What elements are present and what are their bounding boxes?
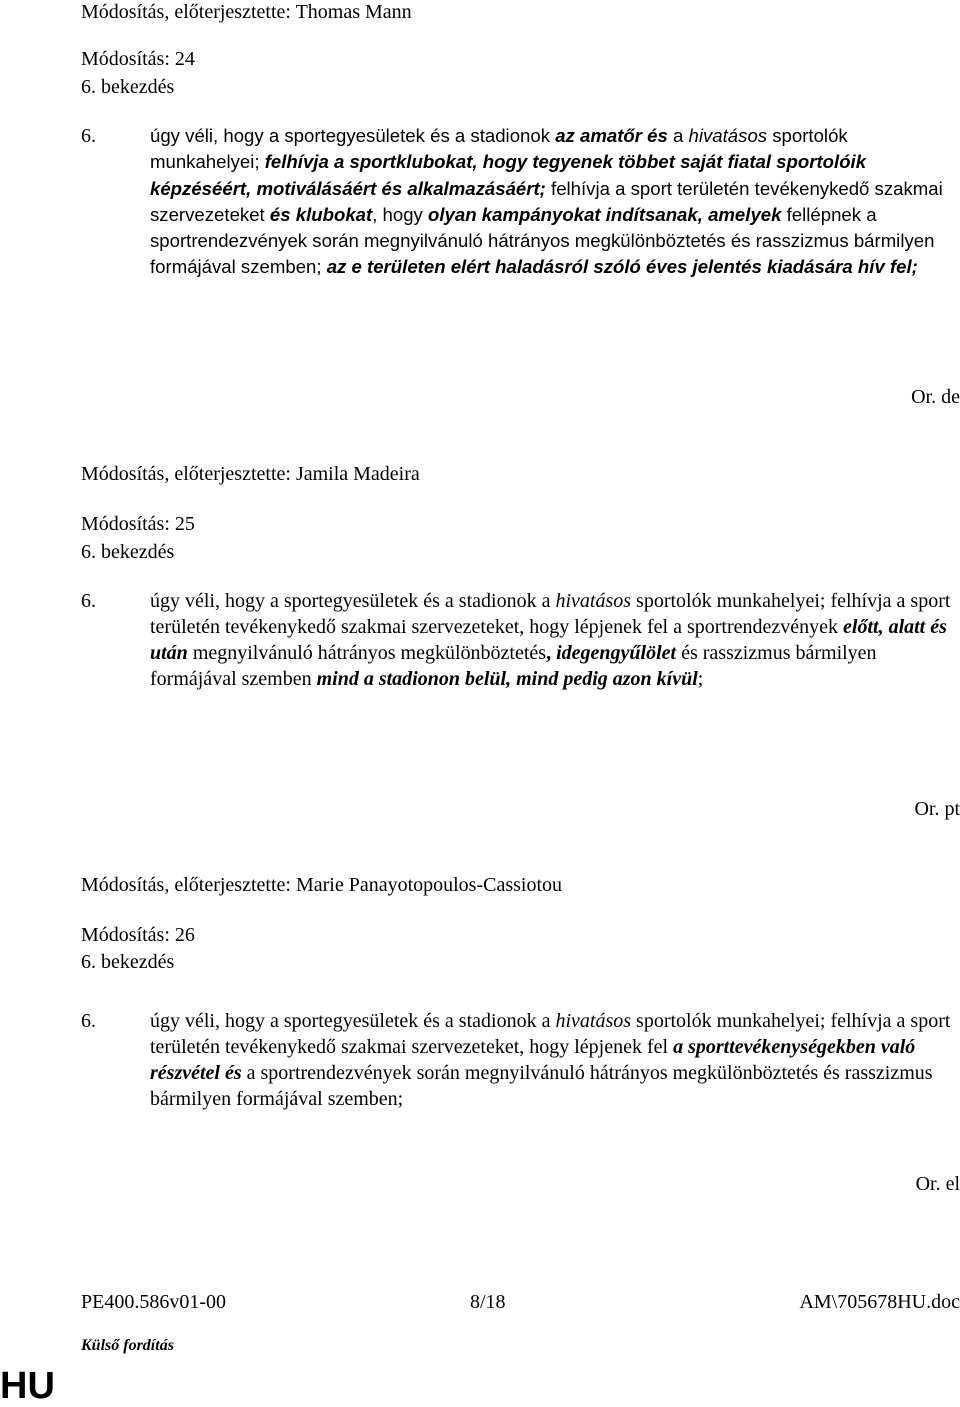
amendment-25-author: Módosítás, előterjesztette: Jamila Madeira [81,463,420,485]
amendment-24-body [150,123,960,281]
amendment-24-author: Módosítás, előterjesztette: Thomas Mann [81,1,412,23]
amendment-26-author: Módosítás, előterjesztette: Marie Panayotopoulos-Cassiotou [81,874,563,896]
text-segment: , [546,642,552,664]
text-segment: ; [697,668,704,690]
amendment-26-language: Or. el [915,1173,960,1195]
text-segment: hivatásos [555,1010,632,1032]
text-segment: mind a stadionon belül, mind pedig azon kívül [316,668,698,690]
text-segment: az e területen elért haladásról szóló éves jelentés kiadására hív fel; [326,256,918,278]
text-segment: a [667,125,689,146]
amendment-26-paragraph-ref: 6. bekezdés [81,951,175,973]
amendment-25-body [150,588,960,692]
text-segment: és klubokat [269,203,373,225]
text-segment: fellépnek a sportrendezvények során megnyilvánuló hátrányos megkülönböztetés és rasszizmus bármilyen formájával szemben; [150,203,935,278]
amendment-26-body [150,1008,960,1112]
amendment-24-paragraph-ref: 6. bekezdés [81,76,175,98]
amendment-25-item-number: 6. [81,590,96,612]
amendment-25-text [81,588,960,692]
amendment-25-number: Módosítás: 25 [81,513,195,535]
text-segment: sportolók munkahelyei; felhívja a sport területén tevékenykedő szakmai szervezeteket, hogy lépjenek fel [150,1010,951,1058]
amendment-24-language: Or. de [911,386,960,408]
text-segment: az amatőr és [555,125,668,146]
text-segment: úgy véli, hogy a sportegyesületek és a stadionok a [150,590,556,612]
text-segment: előtt, alatt és után [150,616,947,664]
text-segment: megnyilvánuló hátrányos megkülönböztetés [187,642,547,664]
footer-file-name: AM\705678HU.doc [799,1291,960,1313]
text-segment: hivatásos [688,125,768,146]
text-segment: , hogy [372,203,429,225]
amendment-24-item-number: 6. [81,125,96,147]
text-segment: felhívja a sportklubokat, hogy tegyenek többet saját fiatal sportolóik képzéséért, motiválásáért és alkalmazásáért; [150,151,867,199]
text-segment: idegengyűlölet [556,642,677,664]
amendment-26-number: Módosítás: 26 [81,924,195,946]
text-segment: sportolók munkahelyei; felhívja a sport területén tevékenykedő szakmai szervezeteket, hogy lépjenek fel a sportrendezvények [150,590,951,638]
amendment-26-item-number: 6. [81,1010,96,1032]
footer-doc-ref: PE400.586v01-00 [81,1291,226,1313]
footer-language-code: HU [0,1365,55,1407]
footer-page-number: 8/18 [470,1291,506,1313]
amendment-25-paragraph-ref: 6. bekezdés [81,541,175,563]
text-segment: a sporttevékenységekben való részvétel és [150,1036,916,1084]
amendment-24-text [81,123,960,281]
text-segment: a sportrendezvények során megnyilvánuló hátrányos megkülönböztetés és rasszizmus bármilyen formájával szemben; [150,1062,933,1110]
amendment-25-language: Or. pt [914,798,960,820]
amendment-24-number: Módosítás: 24 [81,48,195,70]
text-segment: sportolók munkahelyei; [150,125,848,173]
text-segment: felhívja a sport területén tevékenykedő szakmai szervezeteket [150,177,943,225]
text-segment: úgy véli, hogy a sportegyesületek és a stadionok a [150,1010,556,1032]
amendment-26-text [81,1008,960,1112]
text-segment: úgy véli, hogy a sportegyesületek és a stadionok [150,125,556,146]
text-segment: olyan kampányokat indítsanak, amelyek [428,203,782,225]
footer-translation-note: Külső fordítás [81,1337,174,1354]
text-segment: hivatásos [555,590,632,612]
text-segment: és rasszizmus bármilyen formájával szemben [150,642,877,690]
